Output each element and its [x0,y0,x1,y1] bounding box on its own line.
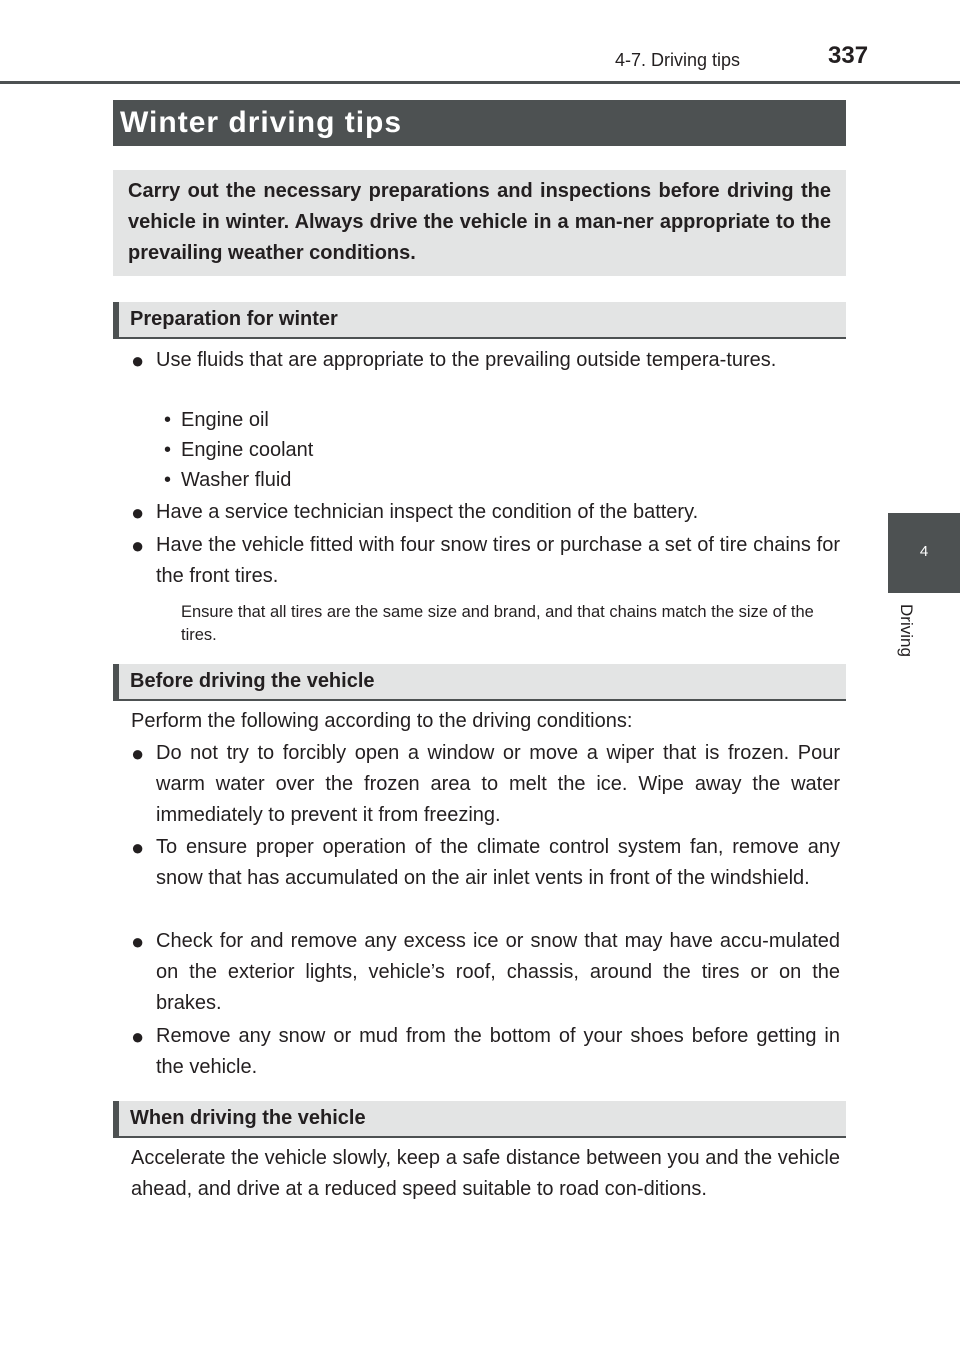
page-title: Winter driving tips [120,106,403,139]
list-item-text: Remove any snow or mud from the bottom of your shoes before getting in the vehicle. [156,1025,840,1078]
section-label: 4-7. Driving tips [615,50,741,70]
list-item-text: Check for and remove any excess ice or snow that may have accu-mulated on the exterior lights, vehicle’s roof, chassis, around the tires or on the brakes. [156,930,840,1014]
sub-list-item-text: Washer fluid [181,469,292,491]
chapter-tab [888,513,960,593]
page-title-bar [113,100,846,146]
subhead-before [113,664,846,701]
bullet-icon: ● [131,1024,145,1049]
sub-list-item-text: Engine oil [181,409,269,431]
list-item [131,530,840,592]
sub-bullet-icon: • [164,439,172,461]
list-item-text: Use fluids that are appropriate to the prevailing outside tempera-tures. [156,349,777,371]
list-item [131,832,840,894]
chapter-number: 4 [919,543,929,560]
header-rule [0,81,960,84]
intro-text: Carry out the necessary preparations and inspections before driving the vehicle in winter. Always drive the vehicle in a man-ner appropriate to the prevailing weather conditions. [128,180,831,264]
chapter-label: Driving [897,604,916,657]
sub-list-item [164,435,313,465]
intro-box [113,170,846,276]
subhead-accent [113,664,119,699]
bullet-icon: ● [131,835,145,860]
bullet-icon: ● [131,533,145,558]
sub-list-item [164,465,291,495]
subhead-before-title: Before driving the vehicle [130,670,375,692]
subhead-when-title: When driving the vehicle [130,1107,366,1129]
sub-bullet-icon: • [164,409,172,431]
before-intro: Perform the following according to the driving conditions: [131,710,633,732]
list-item [131,1021,840,1083]
list-item-text: Have a service technician inspect the condition of the battery. [156,501,699,523]
list-item [131,497,840,528]
sub-list-item [164,405,269,435]
note-text: Ensure that all tires are the same size and brand, and that chains match the size of the tires. [181,603,814,644]
list-item [131,926,840,1019]
subhead-preparation [113,302,846,339]
list-item [131,738,840,831]
bullet-icon: ● [131,348,145,373]
subhead-preparation-title: Preparation for winter [130,308,338,330]
bullet-icon: ● [131,741,145,766]
page-number: 337 [828,42,869,69]
list-item-text: Do not try to forcibly open a window or move a wiper that is frozen. Pour warm water over the frozen area to melt the ice. Wipe away the water immediately to prevent it from freezing. [156,742,840,826]
list-item-text: Have the vehicle fitted with four snow tires or purchase a set of tire chains for the front tires. [156,534,840,587]
list-item [131,345,840,376]
subhead-when [113,1101,846,1138]
bullet-icon: ● [131,500,145,525]
subhead-accent [113,302,119,337]
bullet-icon: ● [131,929,145,954]
list-item-text: To ensure proper operation of the climate control system fan, remove any snow that has accumulated on the air inlet vents in front of the windshield. [156,836,840,889]
sub-bullet-icon: • [164,469,172,491]
sub-list-item-text: Engine coolant [181,439,314,461]
subhead-accent [113,1101,119,1136]
when-text: Accelerate the vehicle slowly, keep a safe distance between you and the vehicle ahead, and drive at a reduced speed suitable to road con-ditions. [131,1147,840,1200]
